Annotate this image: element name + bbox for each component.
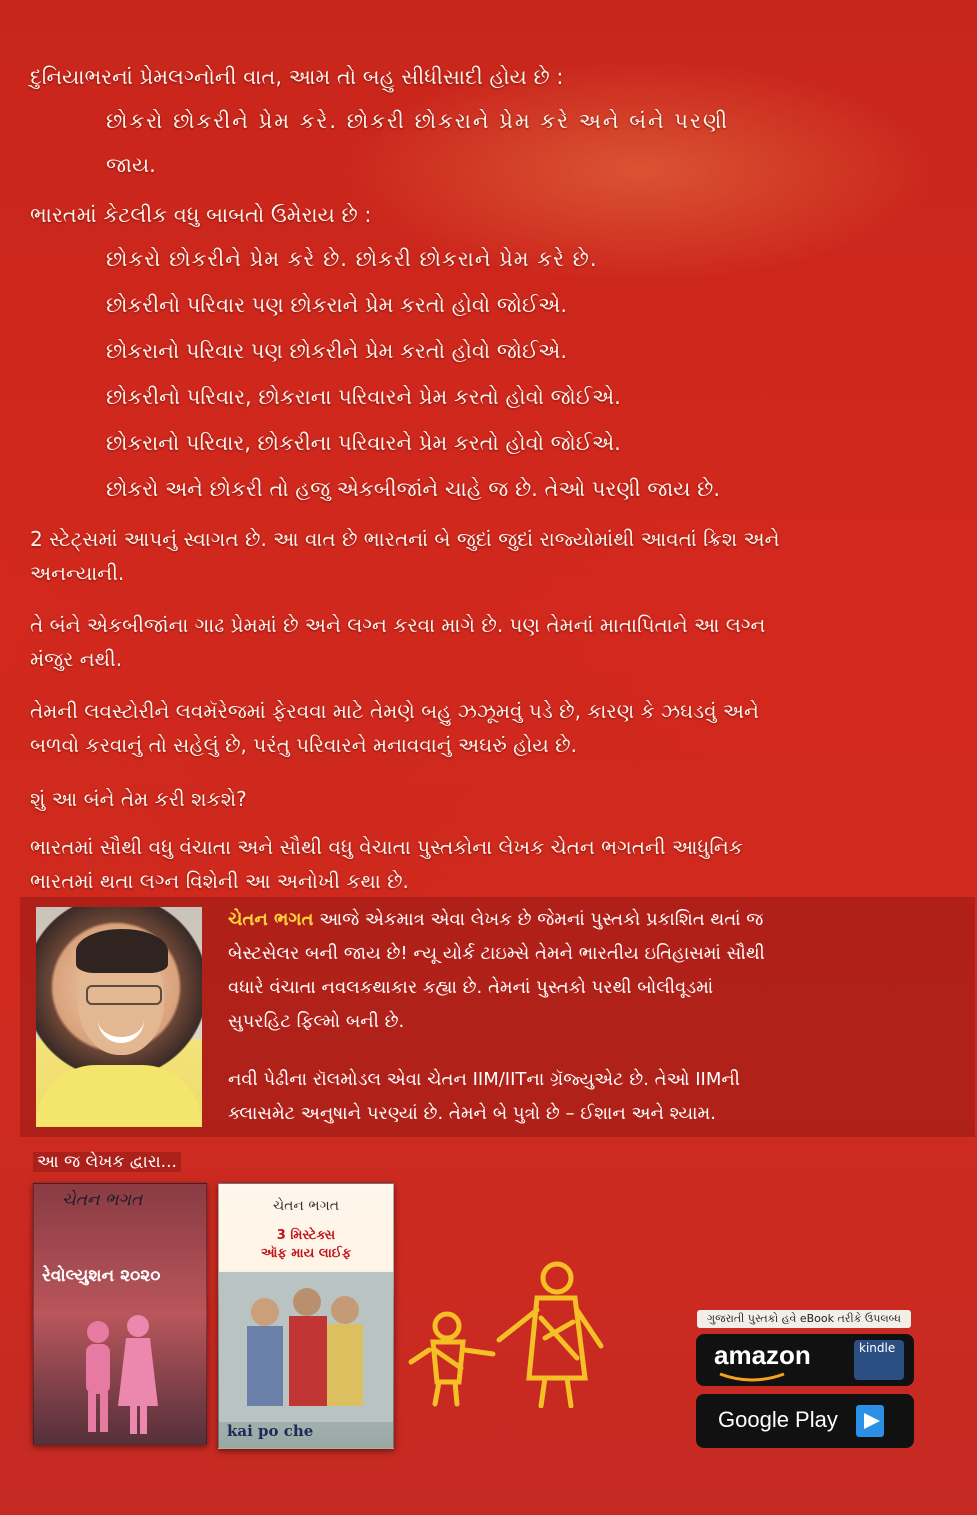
book-author: ચેતન ભગત xyxy=(272,1198,340,1214)
india-line: છોકરો અને છોકરી તો હજુ એકબીજાંને ચાહે જ છે. તેઓ પરણી જાય છે. xyxy=(106,477,721,501)
paragraph-love xyxy=(30,608,930,676)
bio-line: સુપરહિટ ફિલ્મો બની છે. xyxy=(228,1011,405,1032)
india-line: છોકરીનો પરિવાર, છોકરાના પરિવારને પ્રેમ કરતો હોવો જોઈએ. xyxy=(106,385,621,409)
book-title: રેવોલ્યુશન ૨૦૨૦ xyxy=(42,1266,161,1286)
author-bio-2 xyxy=(228,1063,928,1131)
author-box xyxy=(20,897,975,1137)
paragraph-welcome xyxy=(30,522,930,590)
book-revolution-2020 xyxy=(33,1183,207,1445)
bio-line: ક્લાસમેટ અનુષાને પરણ્યાં છે. તેમને બે પુત્રો છે – ઈશાન અને શ્યામ. xyxy=(228,1103,716,1124)
amazon-logo: amazon xyxy=(714,1340,811,1370)
film-label: kai po che xyxy=(227,1422,314,1440)
couple-scribble-illustration xyxy=(405,1258,615,1408)
kindle-icon xyxy=(854,1340,904,1380)
paragraph-line: બળવો કરવાનું તો સહેલું છે, પરંતુ પરિવારને મનાવવાનું અઘરું હોય છે. xyxy=(30,733,577,757)
author-photo xyxy=(36,907,202,1127)
couple-illustration xyxy=(34,1302,206,1442)
paragraph-line: તેમની લવસ્ટોરીને લવમૅરેજમાં ફેરવવા માટે તેમણે બહુ ઝઝૂમવું પડે છે, કારણ કે ઝઘડવું અને xyxy=(30,699,759,723)
ebook-caption: ગુજરાતી પુસ્તકો હવે eBook તરીકે ઉપલબ્ધ xyxy=(697,1310,911,1328)
google-play-books-icon xyxy=(852,1401,892,1441)
paragraph-line: અનન્યાની. xyxy=(30,561,125,585)
paragraph-line: 2 સ્ટેટ્સમાં આપનું સ્વાગત છે. આ વાત છે ભારતનાં બે જુદાં જુદાં રાજ્યોમાંથી આવતાં ક્રિશ અને xyxy=(30,527,780,551)
book-cover-photo xyxy=(219,1272,393,1422)
india-line: છોકરો છોકરીને પ્રેમ કરે છે. છોકરી છોકરાને પ્રેમ કરે છે. xyxy=(106,247,598,271)
bio-line: નવી પેઢીના રૉલમોડલ એવા ચેતન IIM/IITના ગ્રૅજ્યુએટ છે. તેઓ IIMની xyxy=(228,1069,740,1090)
intro-line-3: જાય. xyxy=(106,153,156,177)
kindle-label: kindle xyxy=(859,1341,896,1355)
book-author: ચેતન ભગત xyxy=(62,1190,143,1210)
other-books-heading: આ જ લેખક દ્વારા... xyxy=(33,1152,181,1172)
paragraph-line: તે બંને એકબીજાંના ગાઢ પ્રેમમાં છે અને લગ્ન કરવા માગે છે. પણ તેમનાં માતાપિતાને આ લગ્ન xyxy=(30,613,766,637)
india-heading: ભારતમાં કેટલીક વધુ બાબતો ઉમેરાય છે : xyxy=(30,203,372,227)
book-title: 3 મિસ્ટેક્સ xyxy=(276,1228,336,1243)
amazon-smile-icon xyxy=(718,1372,788,1384)
google-play-badge[interactable] xyxy=(696,1394,914,1448)
paragraph-line: મંજુર નથી. xyxy=(30,647,123,671)
paragraph-about-book xyxy=(30,830,930,898)
bio-line: આજે એકમાત્ર એવા લેખક છે જેમનાં પુસ્તકો પ્રકાશિત થતાં જ xyxy=(313,909,764,930)
india-line: છોકરાનો પરિવાર પણ છોકરીને પ્રેમ કરતો હોવો જોઈએ. xyxy=(106,339,567,363)
india-line: છોકરાનો પરિવાર, છોકરીના પરિવારને પ્રેમ કરતો હોવો જોઈએ. xyxy=(106,431,621,455)
book-3-mistakes xyxy=(218,1183,394,1449)
author-bio-1 xyxy=(228,903,928,1039)
amazon-kindle-badge[interactable] xyxy=(696,1334,914,1386)
paragraph-question: શું આ બંને તેમ કરી શકશે? xyxy=(30,787,247,811)
bio-line: વધારે વંચાતા નવલકથાકાર કહ્યા છે. તેમનાં પુસ્તકો પરથી બોલીવૂડમાં xyxy=(228,977,714,998)
paragraph-line: ભારતમાં થતા લગ્ન વિશેની આ અનોખી કથા છે. xyxy=(30,869,409,893)
paragraph-line: ભારતમાં સૌથી વધુ વંચાતા અને સૌથી વધુ વેચાતા પુસ્તકોના લેખક ચેતન ભગતની આધુનિક xyxy=(30,835,743,859)
author-name: ચેતન ભગત xyxy=(228,909,314,930)
india-line: છોકરીનો પરિવાર પણ છોકરાને પ્રેમ કરતો હોવો જોઈએ. xyxy=(106,293,567,317)
book-subtitle: ઑફ માય લાઈફ xyxy=(260,1246,352,1261)
bio-line: બેસ્ટસેલર બની જાય છે! ન્યૂ યોર્ક ટાઇમ્સે તેમને ભારતીય ઇતિહાસમાં સૌથી xyxy=(228,943,765,964)
google-play-label: Google Play xyxy=(718,1407,838,1432)
paragraph-struggle xyxy=(30,694,930,762)
intro-line-2: છોકરો છોકરીને પ્રેમ કરે. છોકરી છોકરાને પ્રેમ કરે અને બંને પરણી xyxy=(106,109,730,133)
intro-line-1: દુનિયાભરનાં પ્રેમલગ્નોની વાત, આમ તો બહુ સીધીસાદી હોય છે : xyxy=(30,65,564,89)
